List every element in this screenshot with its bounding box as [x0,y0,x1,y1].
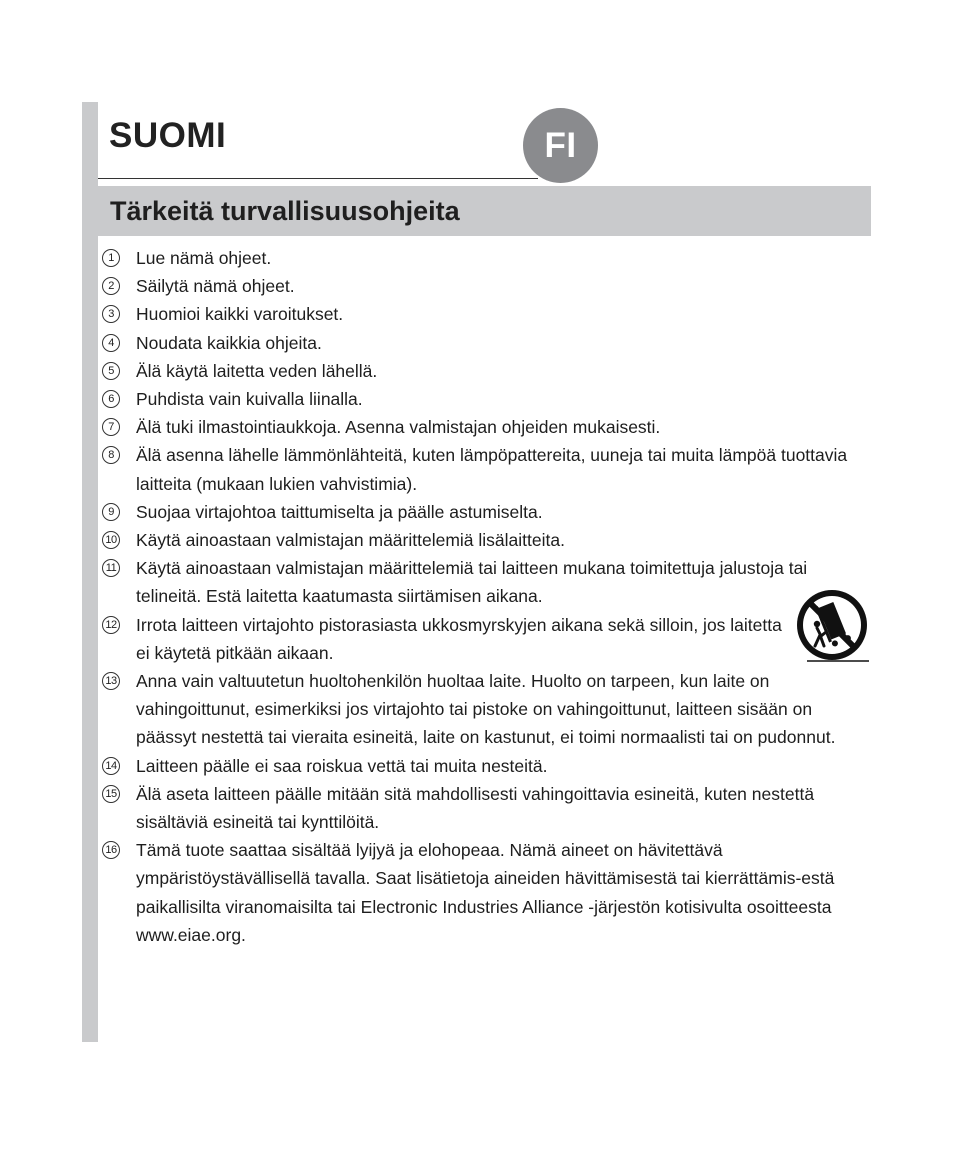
cart-tip-over-warning-icon [793,588,871,666]
item-text: Säilytä nämä ohjeet. [136,276,295,297]
list-item [102,441,872,497]
item-number: 6 [102,390,120,408]
list-item [102,554,872,610]
item-text: Älä tuki ilmastointiaukkoja. Asenna valmistajan ohjeiden mukaisesti. [136,417,661,438]
list-item [102,413,872,441]
list-item [102,385,872,413]
title-divider [98,178,538,179]
item-text: Älä aseta laitteen päälle mitään sitä mahdollisesti vahingoittavia esineitä, kuten nestettä sisältäviä esineitä tai kynttilöitä. [136,783,815,833]
list-item [102,667,872,752]
item-text: Älä asenna lähelle lämmönlähteitä, kuten lämpöpattereita, uuneja tai muita lämpöä tuottavia laitteita (mukaan lukien vahvistimia). [136,445,848,494]
list-item [102,836,872,949]
item-text: Noudata kaikkia ohjeita. [136,332,322,353]
item-number: 2 [102,277,120,295]
side-bar [82,102,98,1042]
item-text: Suojaa virtajohtoa taittumiselta ja päälle astumiselta. [136,501,543,522]
safety-instructions-list [102,244,872,949]
section-header [98,186,871,236]
item-number: 10 [102,531,120,549]
list-item [102,752,872,780]
item-text: Käytä ainoastaan valmistajan määrittelemiä tai laitteen mukana toimitettuja jalustoja tai telineitä. Estä laitetta kaatumasta siirtämisen aikana. [136,558,808,607]
item-text: Lue nämä ohjeet. [136,248,272,268]
item-text: Puhdista vain kuivalla liinalla. [136,389,363,410]
item-text: Älä käytä laitetta veden lähellä. [136,360,378,381]
item-number: 16 [102,841,120,859]
list-item [102,300,872,328]
list-item [102,498,872,526]
item-number: 1 [102,249,120,267]
item-text: Käytä ainoastaan valmistajan määrittelemiä lisälaitteita. [136,530,565,551]
item-number: 12 [102,616,120,634]
language-title: SUOMI [109,116,227,155]
list-item [102,780,872,836]
item-number: 7 [102,418,120,436]
item-number: 3 [102,305,120,323]
item-number: 14 [102,757,120,775]
item-number: 4 [102,334,120,352]
list-item [102,357,872,385]
list-item [102,526,872,554]
list-item [102,611,872,667]
item-number: 13 [102,672,120,690]
item-text: Huomioi kaikki varoitukset. [136,304,344,325]
section-title: Tärkeitä turvallisuusohjeita [110,196,460,226]
language-badge: FI [523,108,598,183]
item-text: Anna vain valtuutetun huoltohenkilön huoltaa laite. Huolto on tarpeen, kun laite on vahingoittunut, esimerkiksi jos virtajohto tai pistoke on vahingoittunut, laitteen sisään on päässyt nestettä tai vieraita esineitä, laite on kastunut, ei toimi normaalisti tai on pudonnut. [136,671,836,748]
item-number: 15 [102,785,120,803]
item-text: Irrota laitteen virtajohto pistorasiasta ukkosmyrskyjen aikana sekä silloin, jos laitetta ei käytetä pitkään aikaan. [136,614,782,663]
list-item [102,272,872,300]
item-number: 5 [102,362,120,380]
item-number: 8 [102,446,120,464]
item-text: Laitteen päälle ei saa roiskua vettä tai muita nesteitä. [136,755,548,776]
item-number: 11 [102,559,120,577]
list-item [102,244,872,272]
list-item [102,329,872,357]
item-text: Tämä tuote saattaa sisältää lyijyä ja elohopeaa. Nämä aineet on hävitettävä ympäristöystävällisellä tavalla. Saat lisätietoja aineiden hävittämisestä tai kierrättämis-estä paikallisilta viranomaisilta tai Electronic Industries Alliance -järjestön kotisivulta osoitteesta www.eiae.org. [136,840,835,945]
item-number: 9 [102,503,120,521]
